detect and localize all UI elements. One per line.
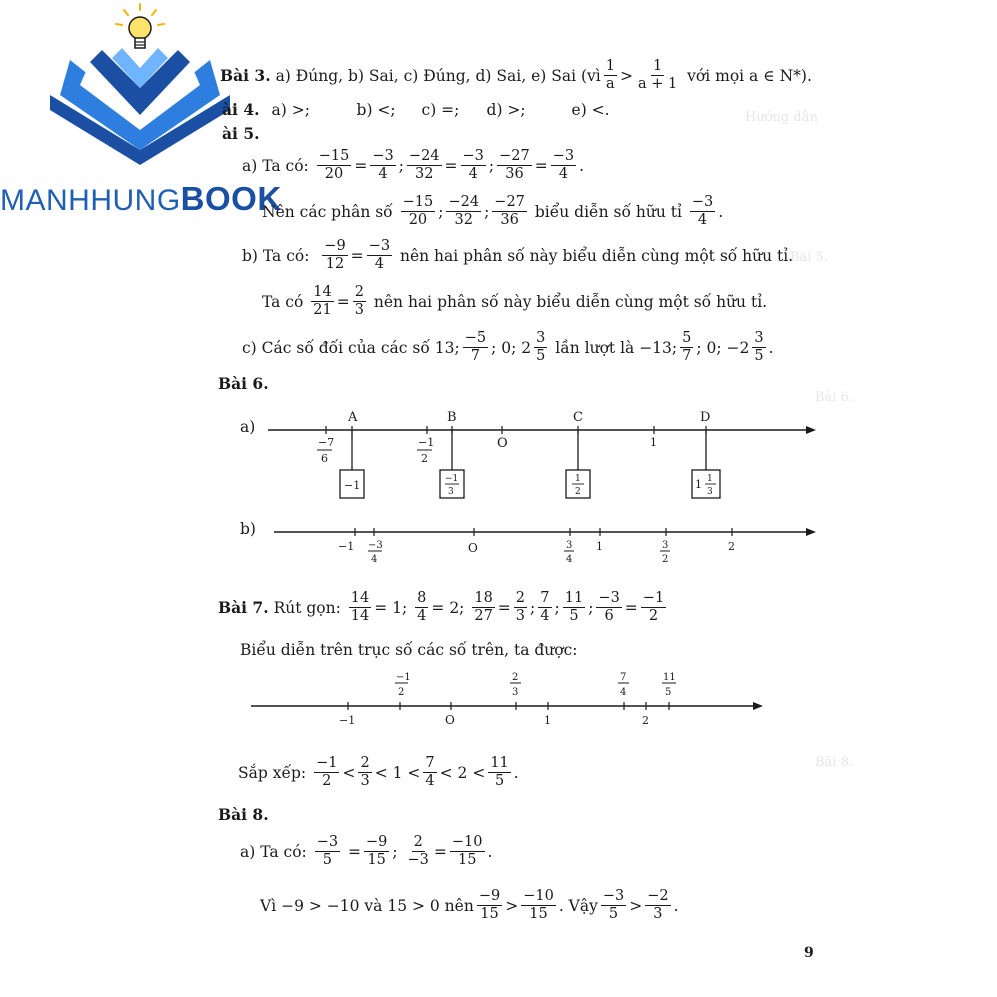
tick-label: 4	[566, 554, 573, 565]
fraction: −9 12	[324, 238, 346, 272]
bai7-sort-prefix: Sắp xếp:	[238, 763, 307, 782]
fraction: −3 5	[316, 834, 339, 868]
bai8-line2: Vì −9 > −10 và 15 > 0 nên −9 15 > −10 15 . Vậy −3 5 > −2 3 .	[260, 888, 679, 922]
bai4-item: b) <;	[356, 100, 396, 119]
number-line-6b	[260, 520, 820, 570]
bai5-a2-line: Nên các phân số −15 20 ; −24 32 ; −27 36 biểu diễn số hữu tỉ −3 4 .	[262, 194, 724, 228]
bai7-line: Bài 7. Rút gọn: $\frac{14}{14}$ = 1; $\frac{8}{4}$ = 2; $\frac{18}{27}$ = $\frac{2}{3}$ ; 7 4 ; 11 5 ; $\frac{-3}{6}$ = $\frac{-1}{2}$	[218, 590, 665, 624]
fraction: −27 36	[499, 148, 530, 182]
tick-label: −3	[368, 540, 383, 551]
bai6-a-label: a)	[240, 418, 256, 436]
tick-label: 2	[642, 714, 649, 727]
bai5-c-zero: ; 0; 2	[491, 338, 532, 357]
fraction: $\frac{-3}{6}$	[598, 590, 620, 624]
fraction: −10 15	[523, 888, 554, 922]
bai3-line	[220, 58, 812, 93]
tick-label: 5	[665, 687, 672, 698]
fraction: −15 20	[402, 194, 434, 228]
point-label-b: B	[447, 410, 457, 425]
tick-label: 2	[421, 452, 428, 465]
fraction: −5 7	[464, 330, 487, 364]
bai4-line	[222, 100, 610, 119]
fraction: 11 5	[564, 590, 584, 624]
fraction: $\frac{18}{27}$	[474, 590, 493, 624]
bai8-line2-prefix: Vì −9 > −10 và 15 > 0 nên	[260, 896, 474, 915]
bai5-c-prefix: c) Các số đối của các số 13;	[242, 338, 460, 357]
tick-label: −1	[339, 714, 356, 727]
bai5-label: ài 5.	[222, 124, 260, 143]
bai5-b2-line: Ta có 14 21 = 2 3 nên hai phân số này biểu diễn cùng một số hữu tỉ.	[262, 284, 768, 318]
point-label-d: D	[700, 410, 711, 425]
fraction: −9 15	[478, 888, 501, 922]
tick-label: 3	[662, 540, 669, 551]
fraction: 3 5	[754, 330, 764, 364]
number-line-7	[245, 668, 775, 733]
bai8-line2-mid: . Vậy	[558, 896, 598, 915]
bai4-label: ài 4.	[222, 100, 260, 119]
point-label-a: A	[348, 410, 358, 425]
fraction: 7 4	[425, 755, 435, 789]
point-label-c: C	[573, 410, 583, 425]
origin-label: O	[468, 541, 478, 555]
bai5-a2-mid: biểu diễn số hữu tỉ	[534, 202, 682, 221]
bai6-label: Bài 6.	[218, 374, 269, 393]
tick-label: 1	[650, 436, 657, 449]
fraction: 11 5	[490, 755, 509, 789]
fraction: −3 5	[602, 888, 625, 922]
bai4-item: a) >;	[271, 100, 310, 119]
fraction: 5 7	[682, 330, 692, 364]
bai8-a-line: a) Ta có: −3 5 = −9 15 ; 2 −3 = −10 15 .	[240, 834, 493, 868]
bai4-item: d) >;	[486, 100, 526, 119]
number-line-6a	[260, 405, 820, 505]
fraction: −15 20	[318, 148, 350, 182]
fraction: $\frac{14}{14}$	[350, 590, 370, 624]
bai5-c-zero2: ; 0; −2	[696, 338, 750, 357]
box-value: 3	[448, 487, 454, 497]
bai5-b2-tail: nên hai phân số này biểu diễn cùng một số hữu tỉ.	[373, 292, 768, 311]
bai5-b2-prefix: Ta có	[262, 292, 304, 311]
bai7-label: Bài 7.	[218, 598, 269, 617]
tick-label: 2	[398, 687, 405, 698]
bai5-b-line: b) Ta có: −9 12 = −3 4 nên hai phân số này biểu diễn cùng một số hữu tỉ.	[242, 238, 794, 272]
tick-label: −7	[318, 436, 335, 449]
bai6-label-line	[218, 374, 269, 393]
bai8-a-prefix: a) Ta có:	[240, 842, 307, 861]
box-value: −1	[445, 474, 459, 484]
box-value: 2	[575, 487, 581, 497]
fraction: −9 15	[366, 834, 388, 868]
fraction: −2 3	[647, 888, 669, 922]
fraction: $\frac{8}{4}$	[417, 590, 427, 624]
fraction: 7 4	[540, 590, 550, 624]
bai3-tail: với mọi a ∈ N*).	[687, 66, 812, 85]
fraction: −1 2	[316, 755, 338, 789]
fraction: 1 a	[605, 58, 615, 92]
tick-label: 7	[620, 672, 627, 683]
fraction: −3 4	[462, 148, 484, 182]
fraction: 2 3	[354, 284, 364, 318]
tick-label: 4	[620, 687, 627, 698]
tick-label: 1	[544, 714, 551, 727]
bai7-text: Rút gọn:	[273, 598, 341, 617]
tick-label: −1	[418, 436, 435, 449]
tick-label: 4	[371, 554, 378, 565]
page-number: 9	[804, 945, 814, 961]
box-value: 1	[695, 478, 702, 491]
bai7-line2: Biểu diễn trên trục số các số trên, ta được:	[240, 641, 578, 659]
bai5-c-line: c) Các số đối của các số 13; −5 7 ; 0; 2 3 5 lần lượt là −13; 5 7 ; 0; −2 3 5 .	[242, 330, 774, 364]
tick-label: 3	[566, 540, 573, 551]
origin-label: O	[445, 713, 455, 727]
tick-label: −1	[338, 540, 355, 553]
fraction: 2 −3	[407, 834, 429, 868]
bai5-b-tail: nên hai phân số này biểu diễn cùng một số hữu tỉ.	[399, 246, 794, 265]
tick-label: 3	[512, 687, 519, 698]
fraction: −27 36	[494, 194, 525, 228]
bai8-label-line	[218, 805, 269, 824]
box-value: −1	[344, 479, 361, 492]
brand-name-light: MANHHUNG	[0, 184, 181, 217]
fraction: 1 a + 1	[637, 58, 678, 92]
tick-label: 11	[663, 672, 676, 683]
open-book-logo-icon	[40, 40, 240, 175]
brand-logo-text	[0, 180, 282, 218]
bai5-a-line: a) Ta có: −15 20 = −3 4 ; −24 32 = −3 4 ; −27 36 = −3 4 .	[242, 148, 585, 182]
fraction: −3 4	[368, 238, 391, 272]
box-value: 1	[575, 474, 581, 484]
bai5-label-line	[222, 124, 260, 143]
operator: >	[619, 66, 633, 85]
tick-label: 2	[662, 554, 669, 565]
bai8-label: Bài 8.	[218, 805, 269, 824]
tick-label: 1	[596, 540, 603, 553]
fraction: −3 4	[691, 194, 714, 228]
fraction: −24 32	[408, 148, 440, 182]
bai6-b-label: b)	[240, 520, 256, 538]
bai3-text: a) Đúng, b) Sai, c) Đúng, d) Sai, e) Sai (vì	[275, 66, 601, 85]
bai7-sort-line: Sắp xếp: −1 2 < 2 3 < 1 < 7 4 < 2 < 11 5 .	[238, 755, 519, 789]
box-value: 1	[707, 474, 713, 484]
tick-label: 6	[321, 452, 328, 465]
bai5-a-prefix: a) Ta có:	[242, 156, 309, 175]
fraction: $\frac{-1}{2}$	[642, 590, 665, 624]
box-value: 3	[707, 487, 713, 497]
fraction: $\frac{2}{3}$	[515, 590, 526, 624]
fraction: −3 4	[552, 148, 575, 182]
tick-label: 2	[728, 540, 735, 553]
tick-label: −1	[396, 672, 411, 683]
bai3-label: Bài 3.	[220, 66, 271, 85]
fraction: 2 3	[360, 755, 370, 789]
bai5-a2-prefix: Nên các phân số	[262, 202, 393, 221]
brand-name-bold: BOOK	[180, 180, 282, 217]
bai4-item: e) <.	[571, 100, 610, 119]
bai4-item: c) =;	[421, 100, 460, 119]
tick-label: 2	[512, 672, 519, 683]
bai5-c-mid: lần lượt là −13;	[555, 338, 678, 357]
fraction: −3 4	[372, 148, 394, 182]
origin-label: O	[497, 436, 508, 451]
bai5-b-prefix: b) Ta có:	[242, 246, 310, 265]
fraction: −10 15	[451, 834, 483, 868]
fraction: 3 5	[536, 330, 546, 364]
fraction: −24 32	[448, 194, 480, 228]
fraction: 14 21	[313, 284, 332, 318]
